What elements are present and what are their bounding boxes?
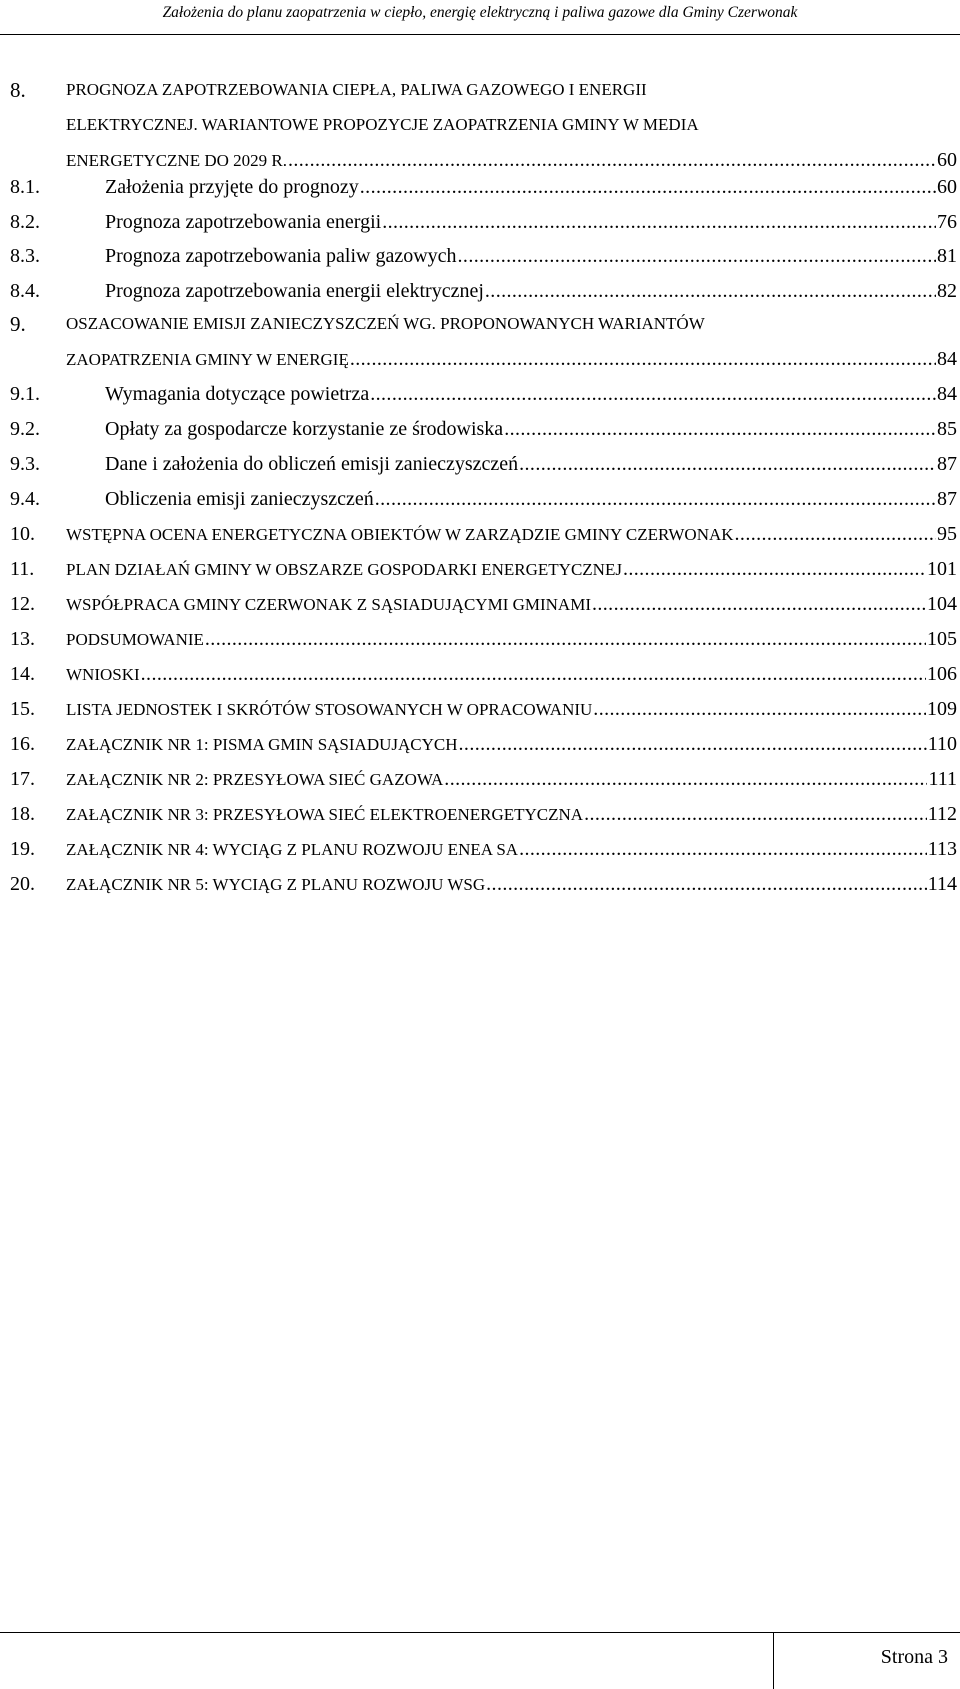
toc-entry-number: 19.	[10, 838, 35, 860]
toc-page-number: 82	[937, 280, 957, 302]
toc-entry-title-line: ELEKTRYCZNEJ. WARIANTOWE PROPOZYCJE ZAOPATRZENIA GMINY W MEDIA	[66, 115, 699, 134]
toc-page-number: 60	[937, 149, 957, 171]
toc-leader-dots	[350, 345, 936, 373]
toc-leader-dots	[593, 695, 926, 723]
toc-entry-title: Dane i założenia do obliczeń emisji zanieczyszczeń	[105, 453, 519, 475]
toc-entry-number: 20.	[10, 873, 35, 895]
toc-page-number: 76	[937, 211, 957, 233]
toc-page-number: 101	[927, 558, 957, 580]
page-number-label: Strona 3	[880, 1646, 948, 1668]
toc-entry-number: 17.	[10, 768, 35, 790]
toc-page-number: 85	[937, 418, 957, 440]
toc-page-number: 84	[937, 348, 957, 370]
toc-page-number: 104	[927, 593, 957, 615]
toc-leader-dots	[382, 208, 936, 236]
toc-entry-title: ZAŁĄCZNIK NR 3: PRZESYŁOWA SIEĆ ELEKTROENERGETYCZNA	[66, 805, 584, 824]
toc-entry-title: ZAŁĄCZNIK NR 4: WYCIĄG Z PLANU ROZWOJU ENEA SA	[66, 840, 519, 859]
toc-entry-title-line: ZAOPATRZENIA GMINY W ENERGIĘ	[66, 350, 349, 369]
toc-page-number: 113	[927, 838, 957, 860]
toc-page-number: 105	[927, 628, 957, 650]
toc-page-number: 110	[927, 733, 957, 755]
toc-leader-dots	[519, 450, 936, 478]
toc-page-number: 114	[927, 873, 957, 895]
toc-leader-dots	[205, 625, 926, 653]
toc-page-number: 84	[937, 383, 957, 405]
toc-entry-title: ZAŁĄCZNIK NR 5: WYCIĄG Z PLANU ROZWOJU WSG	[66, 875, 486, 894]
toc-page-number: 81	[937, 245, 957, 267]
toc-page-number: 60	[937, 176, 957, 198]
toc-page-number: 112	[927, 803, 957, 825]
toc-entry-number: 8.1.	[10, 176, 40, 198]
toc-entry-title-line: PROGNOZA ZAPOTRZEBOWANIA CIEPŁA, PALIWA GAZOWEGO I ENERGII	[66, 80, 647, 99]
toc-entry-title: PLAN DZIAŁAŃ GMINY W OBSZARZE GOSPODARKI ENERGETYCZNEJ	[66, 560, 622, 579]
toc-entry-title-line: ENERGETYCZNE DO 2029 R.	[66, 151, 287, 170]
toc-leader-dots	[623, 555, 926, 583]
toc-entry-title: Prognoza zapotrzebowania energii elektrycznej	[105, 280, 484, 302]
toc-entry-title: PODSUMOWANIE	[66, 630, 204, 649]
toc-entry-title: Obliczenia emisji zanieczyszczeń	[105, 488, 374, 510]
toc-leader-dots	[592, 590, 926, 618]
toc-entry-title: WSTĘPNA OCENA ENERGETYCZNA OBIEKTÓW W ZARZĄDZIE GMINY CZERWONAK	[66, 525, 734, 544]
toc-entry-number: 13.	[10, 628, 35, 650]
footer-separator	[773, 1632, 774, 1689]
toc-entry-number: 9.3.	[10, 453, 40, 475]
toc-leader-dots	[360, 173, 936, 201]
toc-entry-title: Założenia przyjęte do prognozy	[105, 176, 359, 198]
toc-entry-number: 10.	[10, 523, 35, 545]
toc-entry-number: 9.4.	[10, 488, 40, 510]
toc-entry-number: 9.	[10, 312, 26, 336]
toc-entry-title: LISTA JEDNOSTEK I SKRÓTÓW STOSOWANYCH W OPRACOWANIU	[66, 700, 593, 719]
toc-entry-number: 11.	[10, 558, 35, 580]
toc-page-number: 87	[937, 488, 957, 510]
toc-entry-number: 8.3.	[10, 245, 40, 267]
toc-leader-dots	[288, 146, 936, 174]
toc-page-number: 109	[927, 698, 957, 720]
toc-leader-dots	[141, 660, 926, 688]
toc-entry-number: 14.	[10, 663, 35, 685]
toc-entry-number: 8.2.	[10, 211, 40, 233]
toc-leader-dots	[519, 835, 927, 863]
toc-entry-title-line: OSZACOWANIE EMISJI ZANIECZYSZCZEŃ WG. PROPONOWANYCH WARIANTÓW	[66, 314, 705, 333]
toc-page-number: 106	[927, 663, 957, 685]
toc-entry-number: 15.	[10, 698, 35, 720]
toc-entry-title: Opłaty za gospodarcze korzystanie ze środowiska	[105, 418, 504, 440]
toc-leader-dots	[485, 277, 936, 305]
toc-leader-dots	[458, 242, 936, 270]
toc-leader-dots	[444, 765, 927, 793]
toc-entry-title: ZAŁĄCZNIK NR 1: PISMA GMIN SĄSIADUJĄCYCH	[66, 735, 458, 754]
toc-leader-dots	[735, 520, 936, 548]
toc-entry-title: WSPÓŁPRACA GMINY CZERWONAK Z SĄSIADUJĄCYMI GMINAMI	[66, 595, 591, 614]
toc-leader-dots	[504, 415, 936, 443]
toc-leader-dots	[459, 730, 927, 758]
toc-leader-dots	[370, 380, 936, 408]
toc-entry-number: 8.4.	[10, 280, 40, 302]
footer-rule	[0, 1632, 960, 1633]
toc-entry-title: WNIOSKI	[66, 665, 140, 684]
running-header	[0, 0, 960, 35]
toc-page-number: 87	[937, 453, 957, 475]
toc-page-number: 95	[937, 523, 957, 545]
toc-entry-number: 16.	[10, 733, 35, 755]
toc-entry-number: 12.	[10, 593, 35, 615]
toc-entry-title: Prognoza zapotrzebowania paliw gazowych	[105, 245, 457, 267]
toc-entry-number: 9.2.	[10, 418, 40, 440]
header-title: Założenia do planu zaopatrzenia w ciepło, energię elektryczną i paliwa gazowe dla Gminy Czerwonak	[162, 4, 798, 21]
toc-leader-dots	[584, 800, 927, 828]
toc-entry-title: Prognoza zapotrzebowania energii	[105, 211, 382, 233]
toc-entry-title: Wymagania dotyczące powietrza	[105, 383, 370, 405]
toc-leader-dots	[486, 870, 927, 898]
toc-entry-number: 9.1.	[10, 383, 40, 405]
toc-leader-dots	[375, 485, 936, 513]
toc-entry-number: 8.	[10, 78, 26, 102]
toc-page-number: 111	[928, 768, 957, 790]
toc-entry-number: 18.	[10, 803, 35, 825]
toc-entry-title: ZAŁĄCZNIK NR 2: PRZESYŁOWA SIEĆ GAZOWA	[66, 770, 444, 789]
